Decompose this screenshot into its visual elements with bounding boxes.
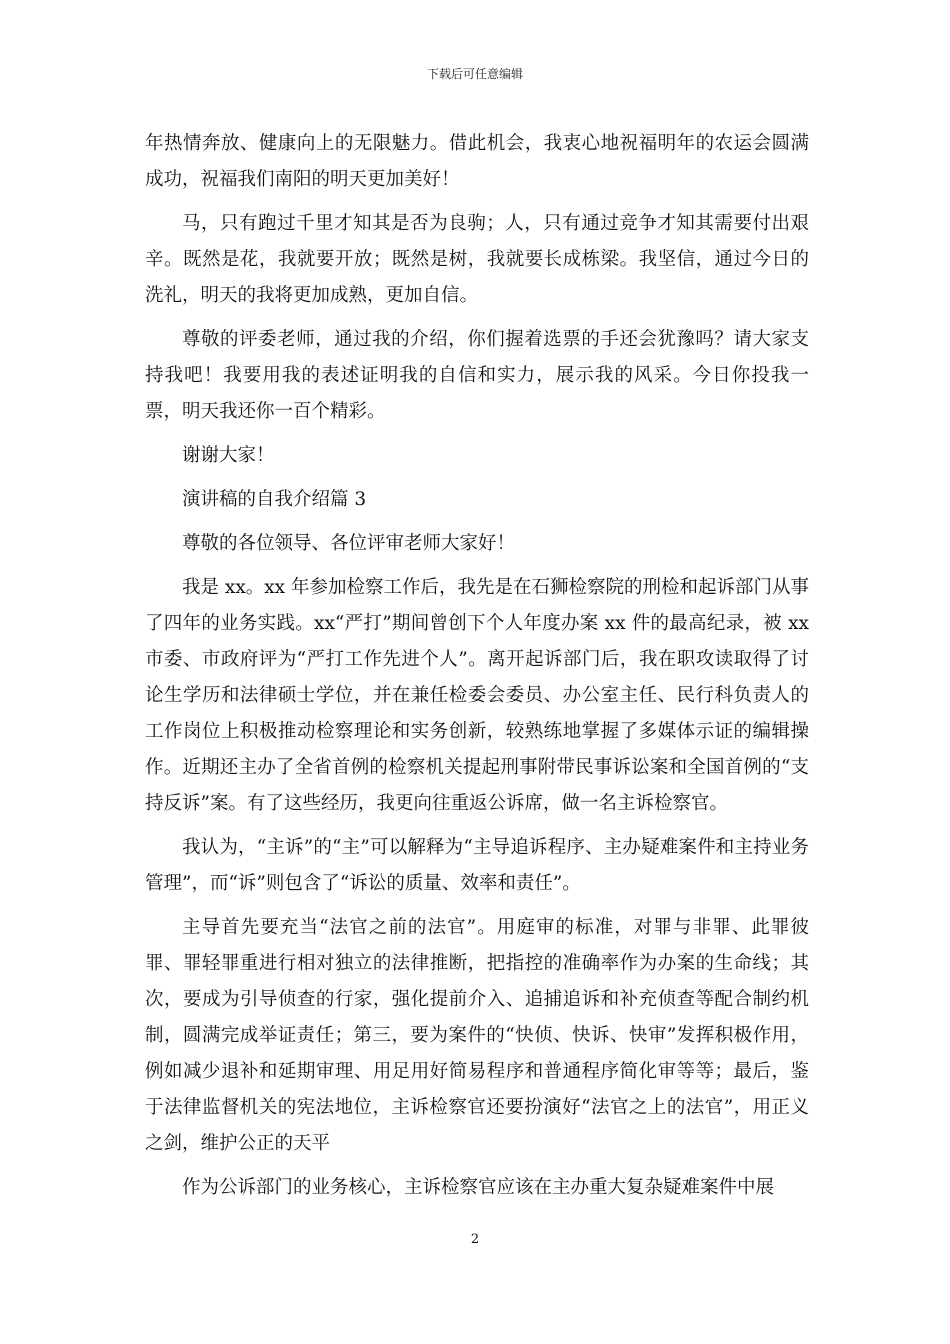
paragraph-continuation: 年热情奔放、健康向上的无限魅力。借此机会，我衷心地祝福明年的农运会圆满成功，祝福我们南阳的明天更加美好！ bbox=[145, 133, 809, 190]
page-footer bbox=[0, 1232, 950, 1248]
paragraph-thanks: 谢谢大家！ bbox=[182, 445, 275, 466]
paragraph: 马，只有跑过千里才知其是否为良驹；人，只有通过竞争才知其需要付出艰辛。既然是花，我就要开放；既然是树，我就要长成栋梁。我坚信，通过今日的洗礼，明天的我将更加成熟，更加自信。 bbox=[145, 213, 809, 306]
paragraph: 尊敬的评委老师，通过我的介绍，你们握着选票的手还会犹豫吗？请大家支持我吧！我要用我的表述证明我的自信和实力，展示我的风采。今日你投我一票，明天我还你一百个精彩。 bbox=[145, 329, 809, 422]
page-number: 2 bbox=[470, 1232, 480, 1247]
paragraph: 主导首先要充当“法官之前的法官”。用庭审的标准，对罪与非罪、此罪彼罪、罪轻罪重进行相对独立的法律推断，把指控的准确率作为办案的生命线；其次，要成为引导侦查的行家，强化提前介入、追捕追诉和补充侦查等配合制约机制，圆满完成举证责任；第三，要为案件的“快侦、快诉、快审”发挥积极作用，例如减少退补和延期审理、用足用好简易程序和普通程序简化审等等；最后，鉴于法律监督机关的宪法地位，主诉检察官还要扮演好“法官之上的法官”，用正义之剑，维护公正的天平 bbox=[145, 917, 809, 1154]
document-body bbox=[145, 126, 809, 1214]
paragraph: 我是 xx。xx 年参加检察工作后，我先是在石狮检察院的刑检和起诉部门从事了四年的业务实践。xx“严打”期间曾创下个人年度办案 xx 件的最高纪录，被 xx 市委、市政府评为“严打工作先进个人”。离开起诉部门后，我在职攻读取得了讨论生学历和法律硕士学位，并在兼任检委会委员、办公室主任、民行科负责人的工作岗位上积极推动检察理论和实务创新，较熟练地掌握了多媒体示证的编辑操作。近期还主办了全省首例的检察机关提起刑事附带民事诉讼案和全国首例的“支持反诉”案。有了这些经历，我更向往重返公诉席，做一名主诉检察官。 bbox=[145, 577, 809, 814]
paragraph: 作为公诉部门的业务核心，主诉检察官应该在主办重大复杂疑难案件中展 bbox=[182, 1177, 775, 1198]
header-text: 下载后可任意编辑 bbox=[426, 67, 523, 81]
paragraph: 我认为，“主诉”的“主”可以解释为“主导追诉程序、主办疑难案件和主持业务管理”，而“诉”则包含了“诉讼的质量、效率和责任”。 bbox=[145, 837, 809, 894]
section-title: 演讲稿的自我介绍篇 3 bbox=[182, 489, 367, 510]
page-header bbox=[0, 66, 950, 82]
paragraph-greeting: 尊敬的各位领导、各位评审老师大家好！ bbox=[182, 533, 516, 554]
